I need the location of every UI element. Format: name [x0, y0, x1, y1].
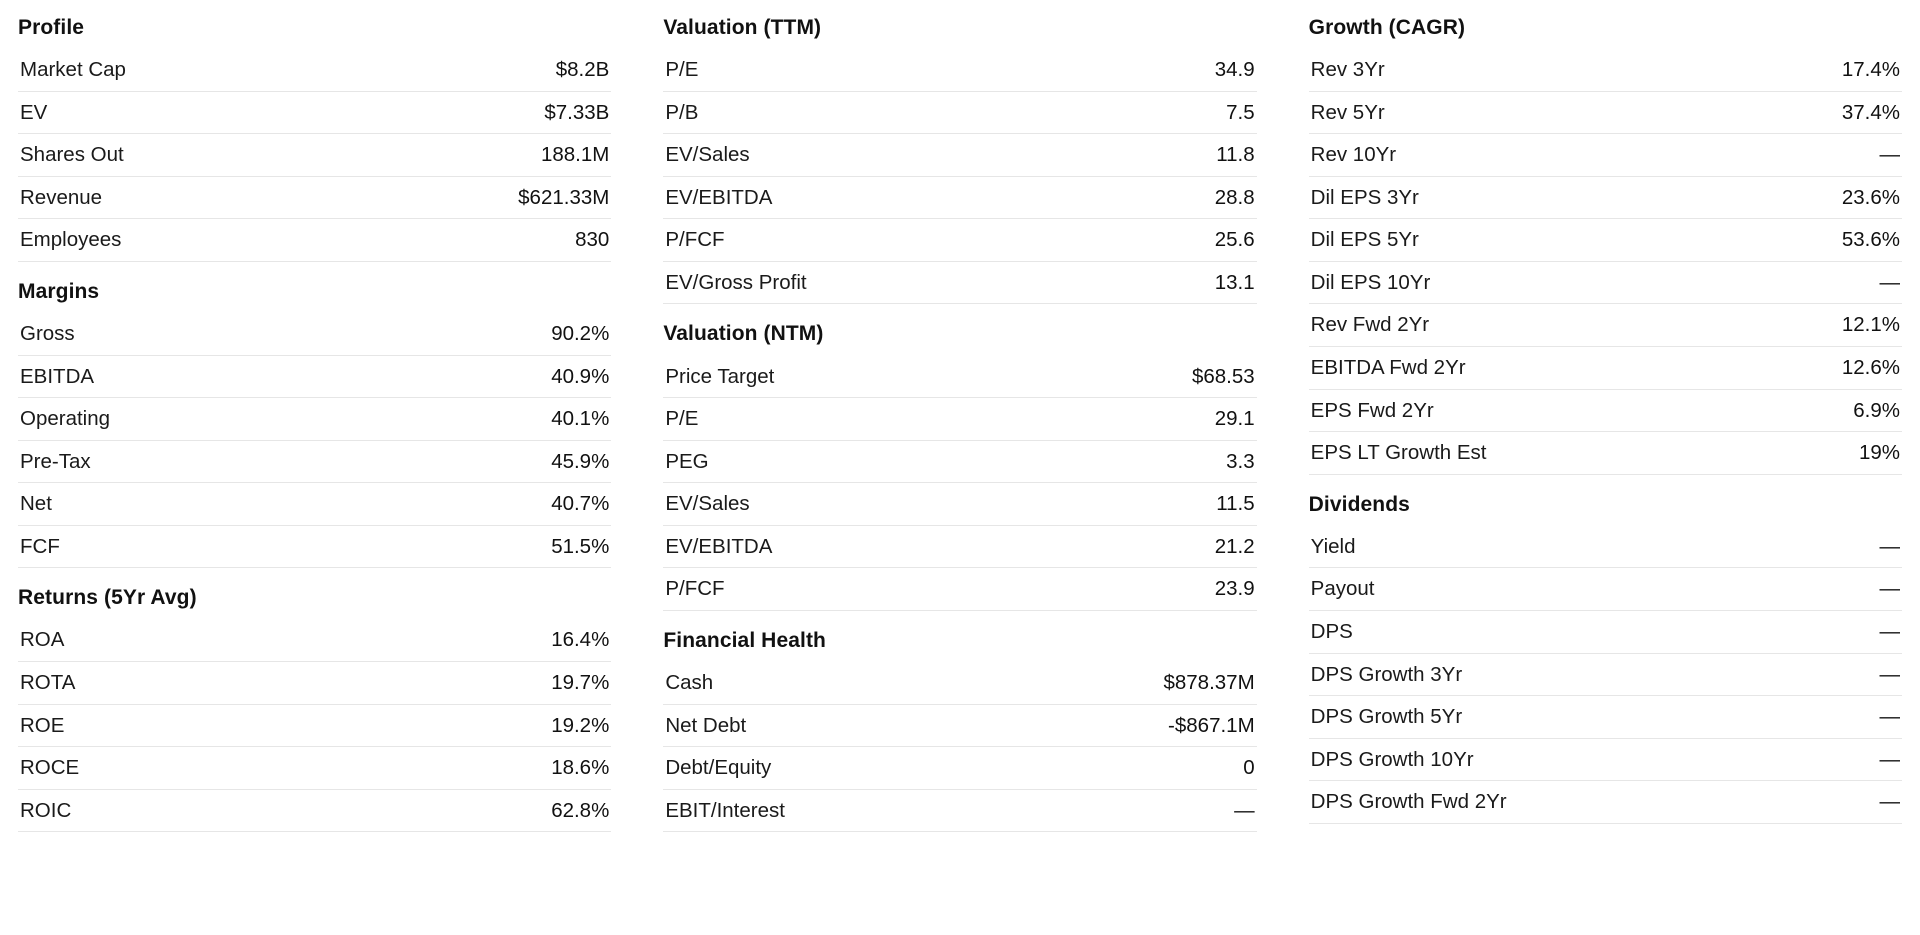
- section-title: Valuation (TTM): [663, 16, 822, 39]
- metric-row: [663, 49, 1256, 92]
- section-title: Returns (5Yr Avg): [18, 586, 197, 610]
- metric-row: [18, 92, 611, 135]
- metrics-section: [663, 304, 1256, 610]
- metric-row: [1309, 347, 1902, 390]
- column-middle: [663, 14, 1256, 832]
- metric-row: [663, 705, 1256, 748]
- metric-row: [663, 568, 1256, 611]
- metric-value: $68.53: [1191, 364, 1255, 388]
- metric-value: 12.1%: [1841, 313, 1900, 337]
- metric-row: [663, 441, 1256, 484]
- metric-label: FCF: [20, 534, 60, 558]
- metric-value: 0: [1243, 756, 1255, 780]
- metric-label: EV/Gross Profit: [665, 270, 807, 294]
- metric-label: P/E: [665, 407, 699, 431]
- metric-label: Market Cap: [20, 58, 126, 82]
- metric-value: 23.9: [1214, 577, 1255, 601]
- metric-value: 34.9: [1214, 58, 1255, 82]
- metric-row: [1309, 568, 1902, 611]
- metric-row: [18, 441, 611, 484]
- metric-row: [663, 134, 1256, 177]
- metric-value: 53.6%: [1841, 228, 1900, 252]
- metric-label: Net: [20, 492, 52, 516]
- metric-row: [18, 483, 611, 526]
- metric-value: 25.6: [1214, 228, 1255, 252]
- column-right: [1309, 14, 1902, 824]
- metrics-section: [18, 262, 611, 568]
- metric-value: —: [1879, 577, 1900, 601]
- metric-value: 19%: [1858, 441, 1900, 465]
- metric-row: [663, 92, 1256, 135]
- metric-row: [1309, 49, 1902, 92]
- metric-row: [1309, 304, 1902, 347]
- metric-value: 90.2%: [551, 322, 610, 345]
- metric-label: Dil EPS 3Yr: [1310, 185, 1419, 209]
- metric-value: 830: [575, 228, 610, 252]
- metric-label: EBITDA: [20, 364, 95, 388]
- metric-row: [1309, 526, 1902, 569]
- section-title: Valuation (NTM): [663, 322, 824, 346]
- metric-label: EV: [20, 100, 48, 124]
- metric-value: —: [1879, 270, 1900, 294]
- metric-value: 19.7%: [551, 671, 610, 695]
- metric-label: DPS Growth 5Yr: [1310, 705, 1463, 729]
- metric-label: Yield: [1310, 534, 1356, 558]
- metric-value: —: [1879, 534, 1900, 558]
- metric-label: Shares Out: [20, 143, 124, 167]
- metric-row: [663, 790, 1256, 833]
- metric-value: —: [1879, 662, 1900, 686]
- metric-row: [663, 177, 1256, 220]
- metric-row: [18, 398, 611, 441]
- metric-label: P/FCF: [665, 228, 725, 252]
- metric-label: DPS Growth 10Yr: [1310, 747, 1474, 771]
- metric-value: $8.2B: [555, 58, 610, 82]
- metric-label: Revenue: [20, 185, 103, 209]
- metric-label: P/FCF: [665, 577, 725, 601]
- metric-value: 62.8%: [551, 798, 610, 822]
- metric-value: 45.9%: [551, 449, 610, 473]
- metric-row: [1309, 654, 1902, 697]
- metric-row: [18, 619, 611, 662]
- metrics-section: [18, 568, 611, 832]
- column-left: [18, 14, 611, 832]
- metric-label: DPS: [1310, 619, 1353, 643]
- metric-row: [1309, 611, 1902, 654]
- metric-label: EBITDA Fwd 2Yr: [1310, 356, 1466, 380]
- metric-value: 28.8: [1214, 185, 1255, 209]
- metric-label: ROIC: [20, 798, 72, 822]
- metric-row: [1309, 781, 1902, 824]
- metric-row: [18, 177, 611, 220]
- metric-row: [1309, 92, 1902, 135]
- metric-row: [663, 262, 1256, 305]
- metric-row: [18, 705, 611, 748]
- metric-label: Price Target: [665, 364, 775, 388]
- metric-value: 11.8: [1216, 143, 1255, 167]
- metric-value: 40.1%: [551, 407, 610, 431]
- metric-value: —: [1879, 747, 1900, 771]
- metric-label: Payout: [1310, 577, 1375, 601]
- metrics-section: [1309, 14, 1902, 475]
- metric-label: Cash: [665, 671, 714, 695]
- metric-label: ROA: [20, 628, 65, 652]
- metric-label: Employees: [20, 228, 122, 252]
- metric-value: 19.2%: [551, 713, 610, 737]
- section-title: Financial Health: [663, 628, 826, 652]
- metric-value: $878.37M: [1163, 671, 1255, 695]
- metric-value: 23.6%: [1841, 185, 1900, 209]
- metric-value: 188.1M: [540, 143, 610, 167]
- metric-label: DPS Growth 3Yr: [1310, 662, 1463, 686]
- metrics-section: [663, 14, 1256, 304]
- metric-label: EPS LT Growth Est: [1310, 441, 1487, 465]
- metric-row: [663, 526, 1256, 569]
- metric-value: —: [1879, 790, 1900, 814]
- metric-row: [1309, 432, 1902, 475]
- metric-label: EV/Sales: [665, 492, 750, 516]
- metric-label: Pre-Tax: [20, 449, 91, 473]
- metric-label: Net Debt: [665, 713, 747, 737]
- metric-label: Debt/Equity: [665, 756, 772, 780]
- metric-label: Rev 3Yr: [1310, 58, 1385, 82]
- metric-value: —: [1879, 619, 1900, 643]
- metric-row: [18, 747, 611, 790]
- metric-value: 40.7%: [551, 492, 610, 516]
- metric-value: —: [1234, 798, 1255, 822]
- metric-label: Rev 10Yr: [1310, 143, 1397, 167]
- metric-row: [18, 49, 611, 92]
- metric-row: [663, 219, 1256, 262]
- metric-row: [1309, 219, 1902, 262]
- metric-label: PEG: [665, 449, 709, 473]
- metric-row: [1309, 177, 1902, 220]
- metric-row: [18, 790, 611, 833]
- metric-label: EBIT/Interest: [665, 798, 785, 822]
- section-title: Profile: [18, 16, 85, 39]
- metric-label: ROCE: [20, 756, 80, 780]
- metric-row: [663, 483, 1256, 526]
- metric-row: [663, 356, 1256, 399]
- metrics-section: [18, 14, 611, 262]
- metric-row: [18, 219, 611, 262]
- metric-row: [663, 398, 1256, 441]
- metric-value: 18.6%: [551, 756, 610, 780]
- metric-value: 12.6%: [1841, 356, 1900, 380]
- metric-value: $621.33M: [518, 185, 610, 209]
- metric-value: 21.2: [1214, 534, 1255, 558]
- metric-label: Dil EPS 5Yr: [1310, 228, 1419, 252]
- metric-value: 17.4%: [1841, 58, 1900, 82]
- metric-label: Operating: [20, 407, 111, 431]
- metric-row: [1309, 262, 1902, 305]
- metric-label: ROE: [20, 713, 65, 737]
- metric-row: [1309, 134, 1902, 177]
- metric-value: 3.3: [1226, 449, 1255, 473]
- metric-value: 51.5%: [551, 534, 610, 558]
- metric-label: DPS Growth Fwd 2Yr: [1310, 790, 1507, 814]
- metrics-section: [663, 611, 1256, 832]
- metric-label: P/B: [665, 100, 699, 124]
- metric-row: [18, 662, 611, 705]
- metric-row: [1309, 739, 1902, 782]
- metric-value: —: [1879, 705, 1900, 729]
- metric-row: [1309, 696, 1902, 739]
- metric-label: ROTA: [20, 671, 76, 695]
- metric-label: Gross: [20, 322, 75, 345]
- metric-label: Rev Fwd 2Yr: [1310, 313, 1430, 337]
- metric-label: Rev 5Yr: [1310, 100, 1385, 124]
- metric-value: -$867.1M: [1168, 713, 1255, 737]
- metrics-section: [1309, 475, 1902, 824]
- metric-row: [18, 526, 611, 569]
- metric-row: [1309, 390, 1902, 433]
- metric-label: EV/EBITDA: [665, 185, 773, 209]
- metric-label: EPS Fwd 2Yr: [1310, 398, 1434, 422]
- section-title: Dividends: [1308, 492, 1410, 516]
- metric-value: 7.5: [1226, 100, 1255, 124]
- metric-label: Dil EPS 10Yr: [1310, 270, 1431, 294]
- metric-value: 40.9%: [551, 364, 610, 388]
- metric-value: 13.1: [1214, 270, 1255, 294]
- metric-row: [18, 134, 611, 177]
- metric-row: [663, 747, 1256, 790]
- metric-value: 16.4%: [551, 628, 610, 652]
- metric-label: P/E: [665, 58, 699, 82]
- metric-value: 11.5: [1216, 492, 1255, 516]
- metric-label: EV/EBITDA: [665, 534, 773, 558]
- metric-value: 6.9%: [1853, 398, 1900, 422]
- metric-row: [18, 313, 611, 356]
- metric-value: 37.4%: [1841, 100, 1900, 124]
- metric-row: [18, 356, 611, 399]
- metric-label: EV/Sales: [665, 143, 750, 167]
- metric-value: —: [1879, 143, 1900, 167]
- metric-row: [663, 662, 1256, 705]
- section-title: Growth (CAGR): [1308, 16, 1466, 39]
- metric-value: 29.1: [1214, 407, 1255, 431]
- metric-value: $7.33B: [544, 100, 610, 124]
- section-title: Margins: [18, 279, 100, 303]
